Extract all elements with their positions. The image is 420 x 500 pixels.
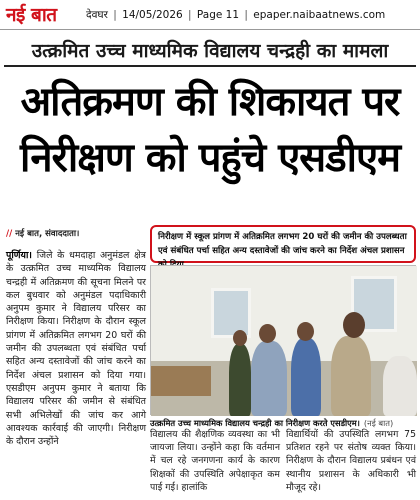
article-photo (150, 265, 416, 415)
article-headline (4, 74, 416, 186)
photo-person (291, 338, 321, 416)
body-text-left: जिले के धमदाहा अनुमंडल क्षेत्र के उत्क्रमित उच्च माध्यमिक विद्यालय चन्द्रही में अतिक्रमण की सूचना मिलने पर कल बुधवार को अनुमंडल पदाधिकारी अनुपम कुमार ने विद्यालय परिसर का निरीक्षण किया। निरीक्षण के दौरान स्कूल प्रांगण में अतिक्रमित लगभग 20 घरों की जमीन की उपलब्धता एवं संबंधित पर्चा सहित अन्य दस्तावेजों की जांच करने का निर्देश अंचल प्रशासन को दिया गया। एसडीएम अनुपम कुमार ने बताया कि विद्यालय परिसर की जमीन से संबंधित सभी अभिलेखों की जांच कर आगे आवश्यक कार्रवाई की जाएगी। निरीक्षण के दौरान उन्होंने (6, 250, 146, 448)
photo-person-head (343, 312, 365, 338)
photo-person-officer (331, 336, 371, 416)
photo-person-head (259, 324, 276, 343)
separator: | (244, 9, 248, 21)
photo-credit: (नई बात) (363, 418, 394, 428)
photo-person (229, 344, 251, 416)
byline-marker-icon: // (6, 229, 13, 239)
body-column-2: विद्यालय की शैक्षणिक व्यवस्था का भी जायजा लिया। उन्होंने कहा कि वर्तमान में चल रहे जनगणना कार्य के कारण शिक्षकों की उपस्थिति अपेक्षाकृत कम पाई गई। हालांकि (150, 429, 280, 493)
edition-info (86, 8, 385, 22)
body-column-3: विद्यार्थियों की उपस्थिति लगभग 75 प्रतिशत रहने पर संतोष व्यक्त किया। निरीक्षण के दौरान विद्यालय प्रबंधन एवं स्थानीय प्रशासन के अधिकारी भी मौजूद रहे। (286, 429, 416, 493)
photo-person-head (297, 322, 314, 341)
byline-text: नई बात, संवाददाता। (15, 229, 80, 239)
edition-city: देवघर (86, 9, 108, 21)
photo-person (251, 341, 287, 416)
photo-desk (151, 366, 211, 396)
photo-window (211, 288, 251, 338)
body-paragraph (6, 249, 146, 448)
separator: | (113, 9, 117, 21)
byline (6, 228, 146, 239)
photo-person-head (233, 330, 247, 346)
separator: | (188, 9, 192, 21)
epaper-url[interactable]: epaper.naibaatnews.com (253, 9, 386, 21)
headline-line-1: अतिक्रमण की शिकायत पर (20, 79, 400, 125)
newspaper-logo[interactable]: नई बात (6, 4, 57, 26)
masthead (0, 0, 420, 30)
photo-person (383, 356, 417, 416)
edition-date: 14/05/2026 (122, 9, 183, 21)
highlight-banner: निरीक्षण में स्कूल प्रांगण में अतिक्रमित लगभग 20 घरों की जमीन की उपलब्धता एवं संबंधित पर्चा सहित अन्य दस्तावेजों की जांच करने का निर्देश अंचल प्रशासन (150, 225, 416, 263)
photo-block (150, 225, 416, 435)
caption-text: उत्क्रमित उच्च माध्यमिक विद्यालय चन्द्रही का निरीक्षण करते एसडीएम। (150, 418, 360, 428)
dateline: पूर्णिया। (6, 250, 32, 261)
article-body-bottom (150, 428, 416, 498)
article-kicker: उत्क्रमित उच्च माध्यमिक विद्यालय चन्द्रही का मामला (4, 35, 416, 67)
page-number: Page 11 (196, 9, 240, 21)
headline-line-2: निरीक्षण को पहुंचे एसडीएम (19, 135, 401, 181)
article-body-left (6, 228, 146, 498)
